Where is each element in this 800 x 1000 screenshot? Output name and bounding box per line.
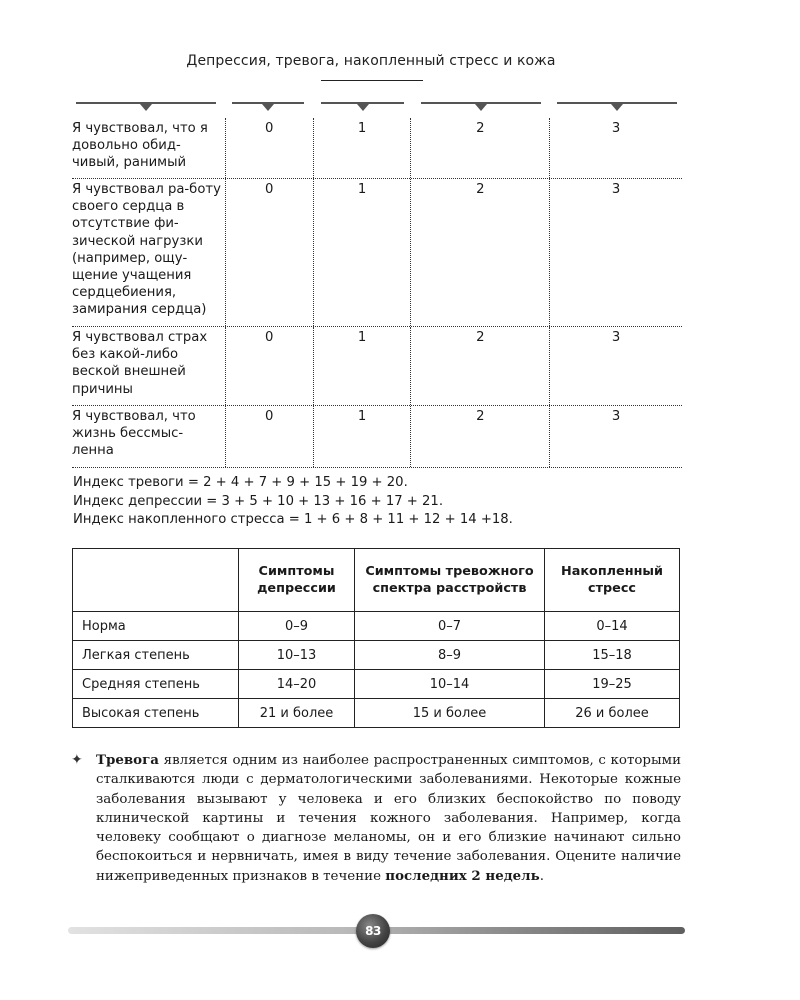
paragraph-end: . [539, 868, 544, 884]
triangle-marker-icon [611, 104, 623, 111]
anxiety-range: 8–9 [355, 641, 545, 670]
table-row [73, 612, 680, 641]
score-3: 3 [611, 330, 621, 345]
column-marker-3 [557, 102, 677, 104]
paragraph-bold-period: последних 2 недель [385, 867, 540, 884]
depression-range: 14–20 [239, 670, 355, 699]
score-2: 2 [411, 327, 550, 405]
triangle-marker-icon [475, 104, 487, 111]
score-interpretation-table [72, 548, 680, 728]
question-text: Я чувствовал страх без какой-либо веской внешней причины [72, 327, 226, 405]
row-label: Легкая степень [73, 641, 239, 670]
header-depression: Симптомы депрессии [239, 549, 355, 612]
star-bullet-icon: ✦ [71, 752, 83, 768]
header-anxiety: Симптомы тревожного спектра расстройств [355, 549, 545, 612]
anxiety-paragraph [96, 751, 681, 886]
score-3: 3 [611, 409, 621, 424]
depression-range: 21 и более [239, 699, 355, 728]
question-text: Я чувствовал ра-боту своего сердца в отсутствие фи-зической нагрузки (например, ощу-щение учащения сердцебиения, замирания сердца) [72, 179, 226, 326]
score-1: 1 [314, 118, 412, 178]
column-marker-1 [321, 102, 404, 104]
table-row [73, 670, 680, 699]
stress-range: 15–18 [545, 641, 680, 670]
paragraph-bold-term: Тревога [96, 752, 159, 768]
score-1: 1 [314, 406, 412, 467]
questionnaire-row [72, 327, 682, 406]
depression-range: 10–13 [239, 641, 355, 670]
stress-range: 0–14 [545, 612, 680, 641]
score-2: 2 [411, 406, 550, 467]
questionnaire-row [72, 179, 682, 327]
score-2: 2 [411, 179, 550, 326]
depression-index-formula: Индекс депрессии = 3 + 5 + 10 + 13 + 16 + 17 + 21. [73, 493, 444, 509]
questionnaire-row [72, 118, 682, 179]
row-label: Норма [73, 612, 239, 641]
score-0: 0 [226, 406, 314, 467]
question-text: Я чувствовал, что жизнь бессмыс-ленна [72, 406, 226, 467]
stress-index-formula: Индекс накопленного стресса = 1 + 6 + 8 + 11 + 12 + 14 +18. [73, 512, 513, 527]
paragraph-body: является одним из наиболее распространенных симптомов, с которыми сталкиваются люди с дерматологическими заболеваниями. Некоторые кожные заболевания вызывают у человека и его близких беспокойство по поводу клинической картины и течения кожного заболевания. Например, когда человеку сообщают о диагнозе меланомы, он и его близкие начинают сильно беспокоиться и нервничать, имея в виду течение заболевания. Оцените наличие нижеприведенных признаков в течение [96, 753, 681, 884]
row-label: Средняя степень [73, 670, 239, 699]
question-text: Я чувствовал, что я довольно обид-чивый, ранимый [72, 118, 226, 178]
table-row [73, 699, 680, 728]
score-1: 1 [314, 179, 412, 326]
anxiety-range: 15 и более [355, 699, 545, 728]
index-formulas [73, 474, 513, 530]
questionnaire-row [72, 406, 682, 468]
triangle-marker-icon [140, 104, 152, 111]
score-3: 3 [611, 182, 621, 197]
page-number-badge [356, 914, 390, 948]
anxiety-index-formula: Индекс тревоги = 2 + 4 + 7 + 9 + 15 + 19 + 20. [73, 475, 408, 490]
score-2: 2 [411, 118, 550, 178]
row-label: Высокая степень [73, 699, 239, 728]
score-0: 0 [226, 118, 314, 178]
stress-range: 26 и более [545, 699, 680, 728]
column-marker-question [76, 102, 216, 104]
header-empty [73, 549, 239, 612]
table-header-row [73, 549, 680, 612]
anxiety-range: 0–7 [355, 612, 545, 641]
title-underline [321, 80, 423, 81]
anxiety-range: 10–14 [355, 670, 545, 699]
score-0: 0 [226, 179, 314, 326]
triangle-marker-icon [357, 104, 369, 111]
stress-range: 19–25 [545, 670, 680, 699]
column-marker-0 [232, 102, 304, 104]
score-1: 1 [314, 327, 412, 405]
questionnaire-table [72, 118, 682, 468]
header-stress: Накопленный стресс [545, 549, 680, 612]
page-number: 83 [365, 924, 381, 938]
running-title: Депрессия, тревога, накопленный стресс и кожа [186, 53, 556, 69]
table-row [73, 641, 680, 670]
triangle-marker-icon [262, 104, 274, 111]
score-0: 0 [226, 327, 314, 405]
column-marker-2 [421, 102, 541, 104]
score-3: 3 [611, 121, 621, 136]
depression-range: 0–9 [239, 612, 355, 641]
